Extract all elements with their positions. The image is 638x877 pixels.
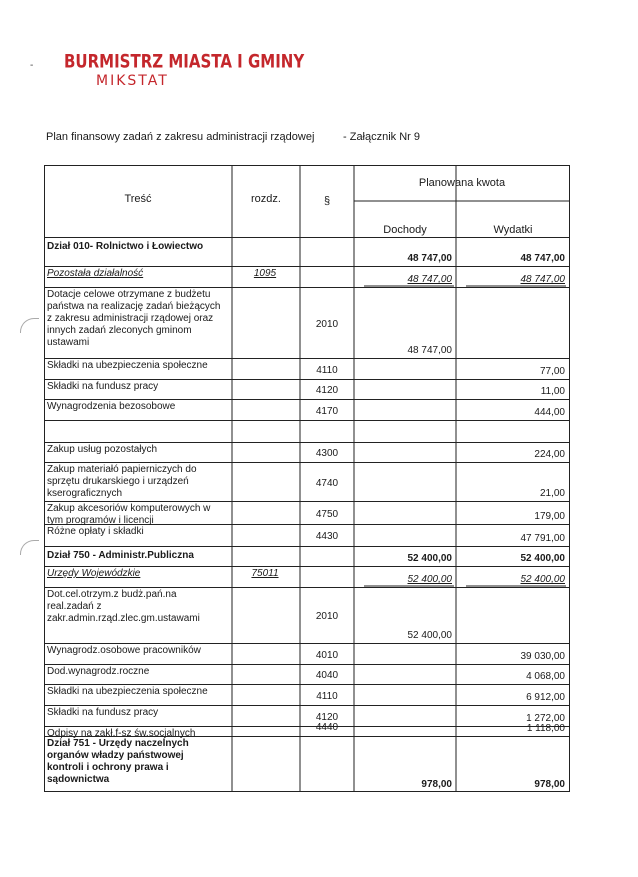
row-paragraf: 4300 [315, 448, 339, 459]
row-paragraf: 2010 [315, 611, 339, 622]
row-label-line: Zakup materiałó papierniczych do [47, 464, 197, 475]
row-dochody: 48 747,00 [407, 274, 452, 285]
row-paragraf: 4170 [315, 405, 339, 417]
row-label: Różne opłaty i składki [47, 526, 144, 537]
office-stamp-line1: BURMISTRZ MIASTA I GMINY [64, 50, 305, 73]
row-label: Dział 010- Rolnictwo i Łowiectwo [47, 241, 204, 252]
row-label-line: sprzętu drukarskiego i urządzeń [47, 476, 189, 487]
row-paragraf: 4010 [315, 649, 339, 661]
document-title: Plan finansowy zadań z zakresu administracji rządowej [46, 131, 315, 143]
row-dochody: 978,00 [421, 779, 452, 790]
row-wydatki: 179,00 [534, 511, 565, 522]
row-wydatki: 21,00 [539, 488, 565, 499]
row-label-line: Dot.cel.otrzym.z budż.pań.na [47, 589, 177, 600]
row-label-line: z zakresu administracji rządowej oraz [47, 313, 214, 324]
row-wydatki: 6 912,00 [526, 692, 565, 703]
row-wydatki: 4 068,00 [526, 671, 565, 682]
row-wydatki: 1 272,00 [526, 713, 565, 724]
row-wydatki: 224,00 [534, 449, 565, 460]
row-paragraf: 4740 [315, 477, 339, 489]
row-label: Pozostała działalność [47, 268, 144, 279]
margin-mark: - [30, 60, 34, 71]
row-paragraf: 4440 [315, 722, 339, 733]
row-wydatki: 11,00 [540, 386, 565, 397]
row-wydatki: 978,00 [534, 779, 565, 790]
row-paragraf: 4040 [315, 670, 339, 681]
row-label-line: zakr.admin.rząd.zlec.gm.ustawami [47, 613, 200, 624]
row-label: Urzędy Wojewódzkie [47, 568, 141, 579]
row-label-line: real.zadań z [47, 601, 102, 612]
row-paragraf: 4110 [316, 364, 338, 376]
office-stamp-line2: MIKSTAT [96, 73, 169, 89]
column-header-planowana-kwota: Planowana kwota [418, 177, 506, 189]
row-wydatki: 47 791,00 [520, 533, 565, 544]
row-label: Składki na ubezpieczenia społeczne [47, 686, 208, 697]
attachment-number: - Załącznik Nr 9 [343, 131, 421, 143]
row-label-line: państwa na realizację zadań bieżących [47, 301, 221, 312]
row-label: Składki na ubezpieczenia społeczne [47, 360, 208, 371]
row-wydatki: 1 118,00 [526, 723, 565, 734]
column-header-tresc: Treść [124, 193, 152, 205]
column-header-paragraf: § [323, 195, 331, 207]
financial-plan-table [44, 165, 570, 792]
row-wydatki: 48 747,00 [520, 253, 565, 264]
row-label: Wynagrodzenia bezosobowe [47, 401, 176, 412]
row-label-line: kserograficznych [47, 488, 123, 499]
row-wydatki: 52 400,00 [520, 574, 565, 585]
row-label: Zakup usług pozostałych [47, 444, 158, 455]
column-header-dochody: Dochody [383, 224, 427, 236]
row-paragraf: 4120 [315, 711, 339, 723]
row-label-line: ustawami [47, 337, 90, 348]
row-wydatki: 39 030,00 [520, 651, 565, 662]
punch-hole-mark [20, 318, 39, 333]
row-label: Dod.wynagrodz.roczne [47, 666, 150, 677]
row-dochody: 48 747,00 [407, 253, 452, 264]
row-paragraf: 2010 [315, 318, 339, 330]
row-dochody: 52 400,00 [407, 630, 452, 641]
row-label: Dział 750 - Administr.Publiczna [47, 550, 194, 561]
row-label: Składki na fundusz pracy [47, 381, 159, 392]
column-header-wydatki: Wydatki [493, 224, 533, 236]
row-paragraf: 4120 [315, 385, 339, 396]
row-paragraf: 4110 [316, 690, 338, 702]
row-dochody: 52 400,00 [407, 553, 452, 564]
row-rozdzial: 75011 [251, 568, 279, 579]
row-label: Składki na fundusz pracy [47, 707, 159, 718]
column-header-rozdz: rozdz. [251, 193, 281, 205]
row-label-line: sądownictwa [47, 774, 110, 785]
row-label-line: tym programów i licencji [47, 515, 154, 526]
row-wydatki: 48 747,00 [520, 274, 565, 285]
row-wydatki: 77,00 [539, 366, 565, 377]
row-paragraf: 4750 [315, 508, 339, 520]
row-dochody: 52 400,00 [407, 574, 452, 585]
row-label-line: Dział 751 - Urzędy naczelnych [47, 738, 189, 749]
row-label: Wynagrodz.osobowe pracowników [47, 645, 201, 656]
row-paragraf: 4430 [315, 531, 339, 542]
row-label-line: kontroli i ochrony prawa i [47, 762, 169, 773]
row-rozdzial: 1095 [253, 268, 277, 279]
row-label-line: innych zadań zleconych gminom [47, 325, 192, 336]
row-dochody: 48 747,00 [407, 345, 452, 356]
row-wydatki: 444,00 [534, 407, 565, 418]
row-label-line: Dotacje celowe otrzymane z budżetu [47, 289, 211, 300]
row-label: Odpisy na zakł.f-sz św.socjalnych [47, 728, 196, 739]
punch-hole-mark [20, 540, 39, 555]
row-label-line: Zakup akcesoriów komputerowych w [47, 503, 211, 514]
row-wydatki: 52 400,00 [520, 553, 565, 564]
row-label-line: organów władzy państwowej [47, 750, 184, 761]
